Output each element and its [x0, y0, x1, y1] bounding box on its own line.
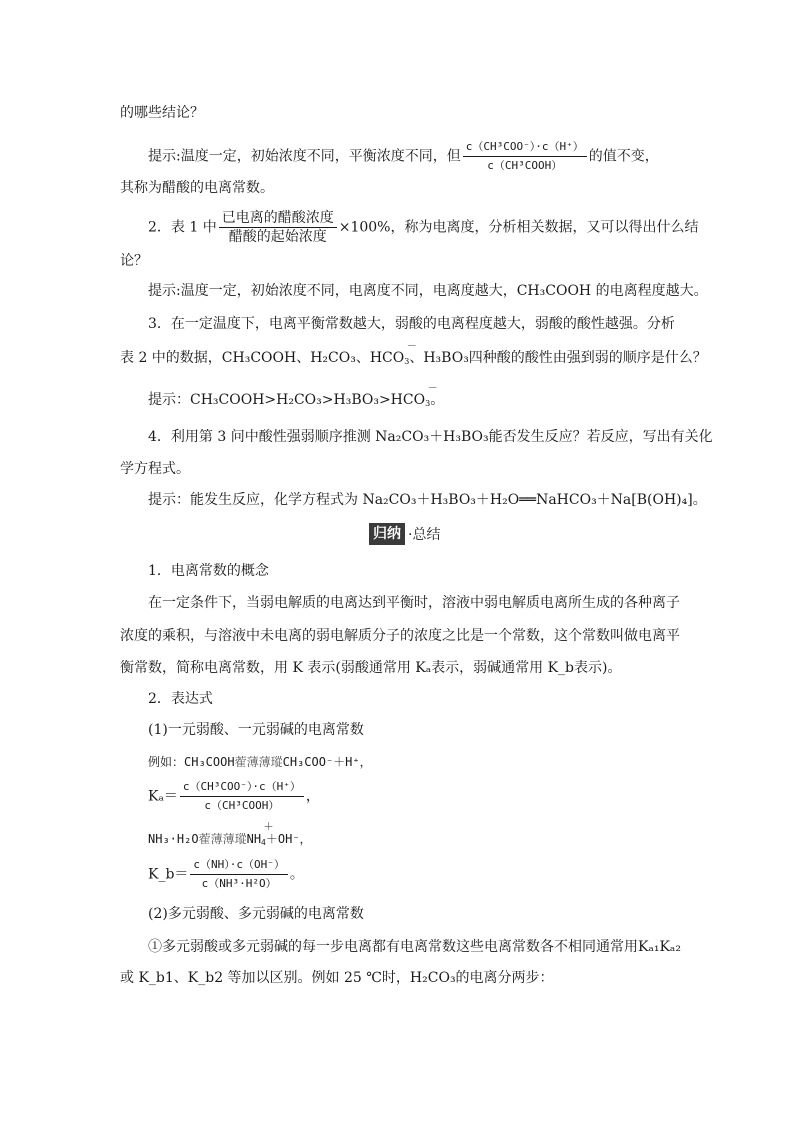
charge-mark: －: [406, 341, 417, 352]
text-segment: 提示：CH₃COOH>H₂CO₃>H₃BO₃>HCO: [148, 392, 426, 408]
heading-suffix: ·总结: [408, 527, 441, 543]
question-line: 4．利用第 3 问中酸性强弱顺序推测 Na₂CO₃＋H₃BO₃能否发生反应？若反应，写出有关化: [148, 429, 713, 445]
charge-stack: [425, 383, 438, 414]
punctuation: ，: [305, 788, 320, 805]
equation-left: NH₃·H₂O: [148, 832, 199, 846]
hint-line: [148, 139, 659, 174]
charge-mark: ＋: [263, 822, 274, 833]
hint-line: 提示：能发生反应，化学方程式为 Na₂CO₃＋H₃BO₃＋H₂O══NaHCO₃＋Na[B(OH)₄]。: [148, 492, 707, 508]
text-line: ①多元弱酸或多元弱碱的每一步电离都有电离常数这些电离常数各不相同通常用Kₐ₁Kₐ₂: [148, 939, 681, 955]
hint-text: 提示:温度一定，初始浓度不同，平衡浓度不同，但: [148, 148, 461, 165]
punctuation: 。: [289, 866, 304, 883]
question-number: 2．表 1 中: [148, 219, 217, 236]
subscript: 3: [425, 399, 431, 408]
concentration-ratio-fraction: [463, 139, 587, 174]
equilibrium-arrow-glyphs: 蒮薄薄瑽: [198, 832, 247, 846]
text-line: 其称为醋酸的电离常数。: [120, 180, 274, 196]
charge-stack: [404, 341, 417, 372]
fraction-denominator: 醋酸的起始浓度: [228, 229, 327, 245]
text-segment: 、H₃BO₃四种酸的酸性由强到弱的顺序是什么？: [409, 350, 707, 366]
fraction-denominator: c（CH³COOH）: [487, 159, 563, 172]
fraction-denominator: c（NH³·H²O）: [201, 877, 277, 890]
equation-left: 例如：CH₃COOH: [148, 755, 235, 769]
subheading: 1．电离常数的概念: [148, 563, 269, 579]
charge-mark: －: [427, 383, 438, 394]
text-line: 学方程式。: [120, 461, 190, 477]
equation-mid: NH: [246, 832, 262, 846]
hint-line: [148, 383, 445, 414]
text-line: 论？: [120, 253, 148, 269]
equation-right: CH₃COO⁻＋H⁺，: [282, 755, 372, 769]
question-line: 3．在一定温度下，电离平衡常数越大，弱酸的电离程度越大，弱酸的酸性越强。分析: [148, 316, 675, 332]
subscript: 3: [404, 357, 410, 366]
ka-label: Kₐ＝: [148, 788, 178, 805]
kb-fraction: [190, 857, 287, 892]
fraction-numerator: c（CH³COO⁻）·c（H⁺）: [180, 779, 304, 797]
subheading: (2)多元弱酸、多元弱碱的电离常数: [148, 906, 364, 922]
fraction-numerator: c（NH）·c（OH⁻）: [190, 857, 287, 875]
ka-fraction: [180, 779, 304, 814]
equilibrium-arrow-glyphs: 蒮薄薄瑽: [234, 755, 283, 769]
text-line: 衡常数，简称电离常数，用 K 表示(弱酸通常用 Kₐ表示，弱碱通常用 K_b表示)。: [120, 660, 622, 676]
text-line: 在一定条件下，当弱电解质的电离达到平衡时，溶液中弱电解质电离所生成的各种离子: [148, 595, 680, 611]
question-line: [148, 210, 698, 245]
equation-line: [148, 752, 372, 772]
fraction-numerator: c（CH³COO⁻）·c（H⁺）: [463, 139, 587, 157]
equation-right: ＋OH⁻，: [265, 832, 312, 846]
section-heading: [369, 523, 440, 545]
fraction-denominator: c（CH³COOH）: [204, 799, 280, 812]
text-line: 浓度的乘积，与溶液中未电离的弱电解质分子的浓度之比是一个常数，这个常数叫做电离平: [120, 628, 680, 644]
subheading: (1)一元弱酸、一元弱碱的电离常数: [148, 722, 364, 738]
text-segment: 。: [430, 392, 445, 408]
heading-label: 归纳: [369, 523, 405, 545]
hint-line: 提示:温度一定，初始浓度不同，电离度不同，电离度越大，CH₃COOH 的电离程度越大。: [148, 283, 708, 299]
charge-stack: [261, 822, 274, 853]
kb-label: K_b＝: [148, 866, 189, 883]
question-text: ×100%，称为电离度，分析相关数据，又可以得出什么结: [338, 219, 699, 236]
hint-text: 的值不变，: [588, 148, 659, 165]
ionization-degree-fraction: [219, 210, 337, 245]
ka-expression: [148, 779, 320, 814]
kb-expression: [148, 857, 304, 892]
fraction-numerator: 已电离的醋酸浓度: [219, 210, 337, 228]
equation-line: [148, 822, 312, 853]
text-line: 或 K_b1、K_b2 等加以区别。例如 25 ℃时，H₂CO₃的电离分两步：: [120, 970, 554, 986]
text-line: 的哪些结论？: [120, 105, 204, 121]
text-segment: 表 2 中的数据，CH₃COOH、H₂CO₃、HCO: [120, 350, 405, 366]
text-line: [120, 341, 707, 372]
subheading: 2．表达式: [148, 691, 213, 707]
subscript: 4: [261, 838, 266, 847]
